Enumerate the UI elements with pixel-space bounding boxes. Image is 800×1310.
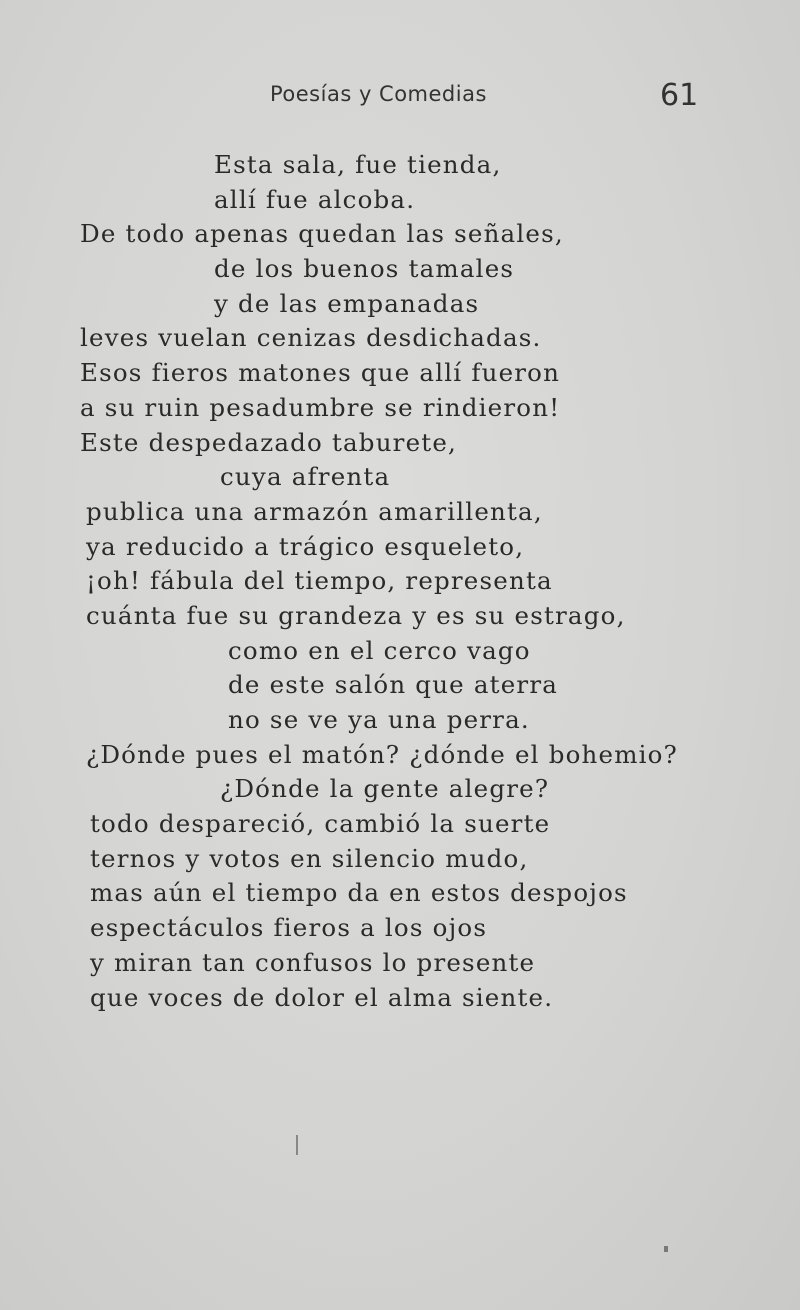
page-number: 61 bbox=[660, 78, 699, 113]
poem-line: ternos y votos en silencio mudo, bbox=[90, 843, 529, 873]
running-head: Poesías y Comedias bbox=[270, 82, 487, 106]
poem-line: y miran tan confusos lo presente bbox=[90, 947, 536, 977]
poem-line: publica una armazón amarillenta, bbox=[86, 496, 543, 526]
poem-line: que voces de dolor el alma siente. bbox=[90, 982, 554, 1012]
paper-speck bbox=[296, 1135, 298, 1155]
poem-line: ya reducido a trágico esqueleto, bbox=[86, 531, 525, 561]
poem-line: Esos fieros matones que allí fueron bbox=[80, 358, 561, 388]
poem-line: ¿Dónde la gente alegre? bbox=[220, 774, 550, 804]
poem-line: Esta sala, fue tienda, bbox=[214, 150, 502, 179]
paper-speck bbox=[664, 1246, 668, 1252]
poem-line: de los buenos tamales bbox=[214, 254, 515, 284]
poem-text bbox=[0, 148, 800, 1015]
poem-line: todo despareció, cambió la suerte bbox=[90, 809, 551, 839]
poem-line: no se ve ya una perra. bbox=[228, 705, 530, 734]
poem-line: a su ruin pesadumbre se rindieron! bbox=[80, 392, 561, 422]
poem-line: De todo apenas quedan las señales, bbox=[80, 219, 564, 249]
poem-line: ¿Dónde pues el matón? ¿dónde el bohemio? bbox=[86, 739, 678, 769]
poem-line: Este despedazado taburete, bbox=[80, 427, 458, 457]
poem-line: ¡oh! fábula del tiempo, representa bbox=[86, 566, 553, 596]
poem-line: de este salón que aterra bbox=[228, 670, 559, 700]
poem-line: espectáculos fieros a los ojos bbox=[90, 913, 488, 943]
poem-line: como en el cerco vago bbox=[228, 635, 531, 665]
poem-line: allí fue alcoba. bbox=[214, 184, 416, 214]
poem-line: leves vuelan cenizas desdichadas. bbox=[80, 323, 542, 353]
poem-line: y de las empanadas bbox=[214, 288, 480, 318]
poem-line: mas aún el tiempo da en estos despojos bbox=[90, 878, 628, 908]
poem-line: cuánta fue su grandeza y es su estrago, bbox=[86, 600, 626, 630]
poem-line: cuya afrenta bbox=[220, 462, 391, 492]
